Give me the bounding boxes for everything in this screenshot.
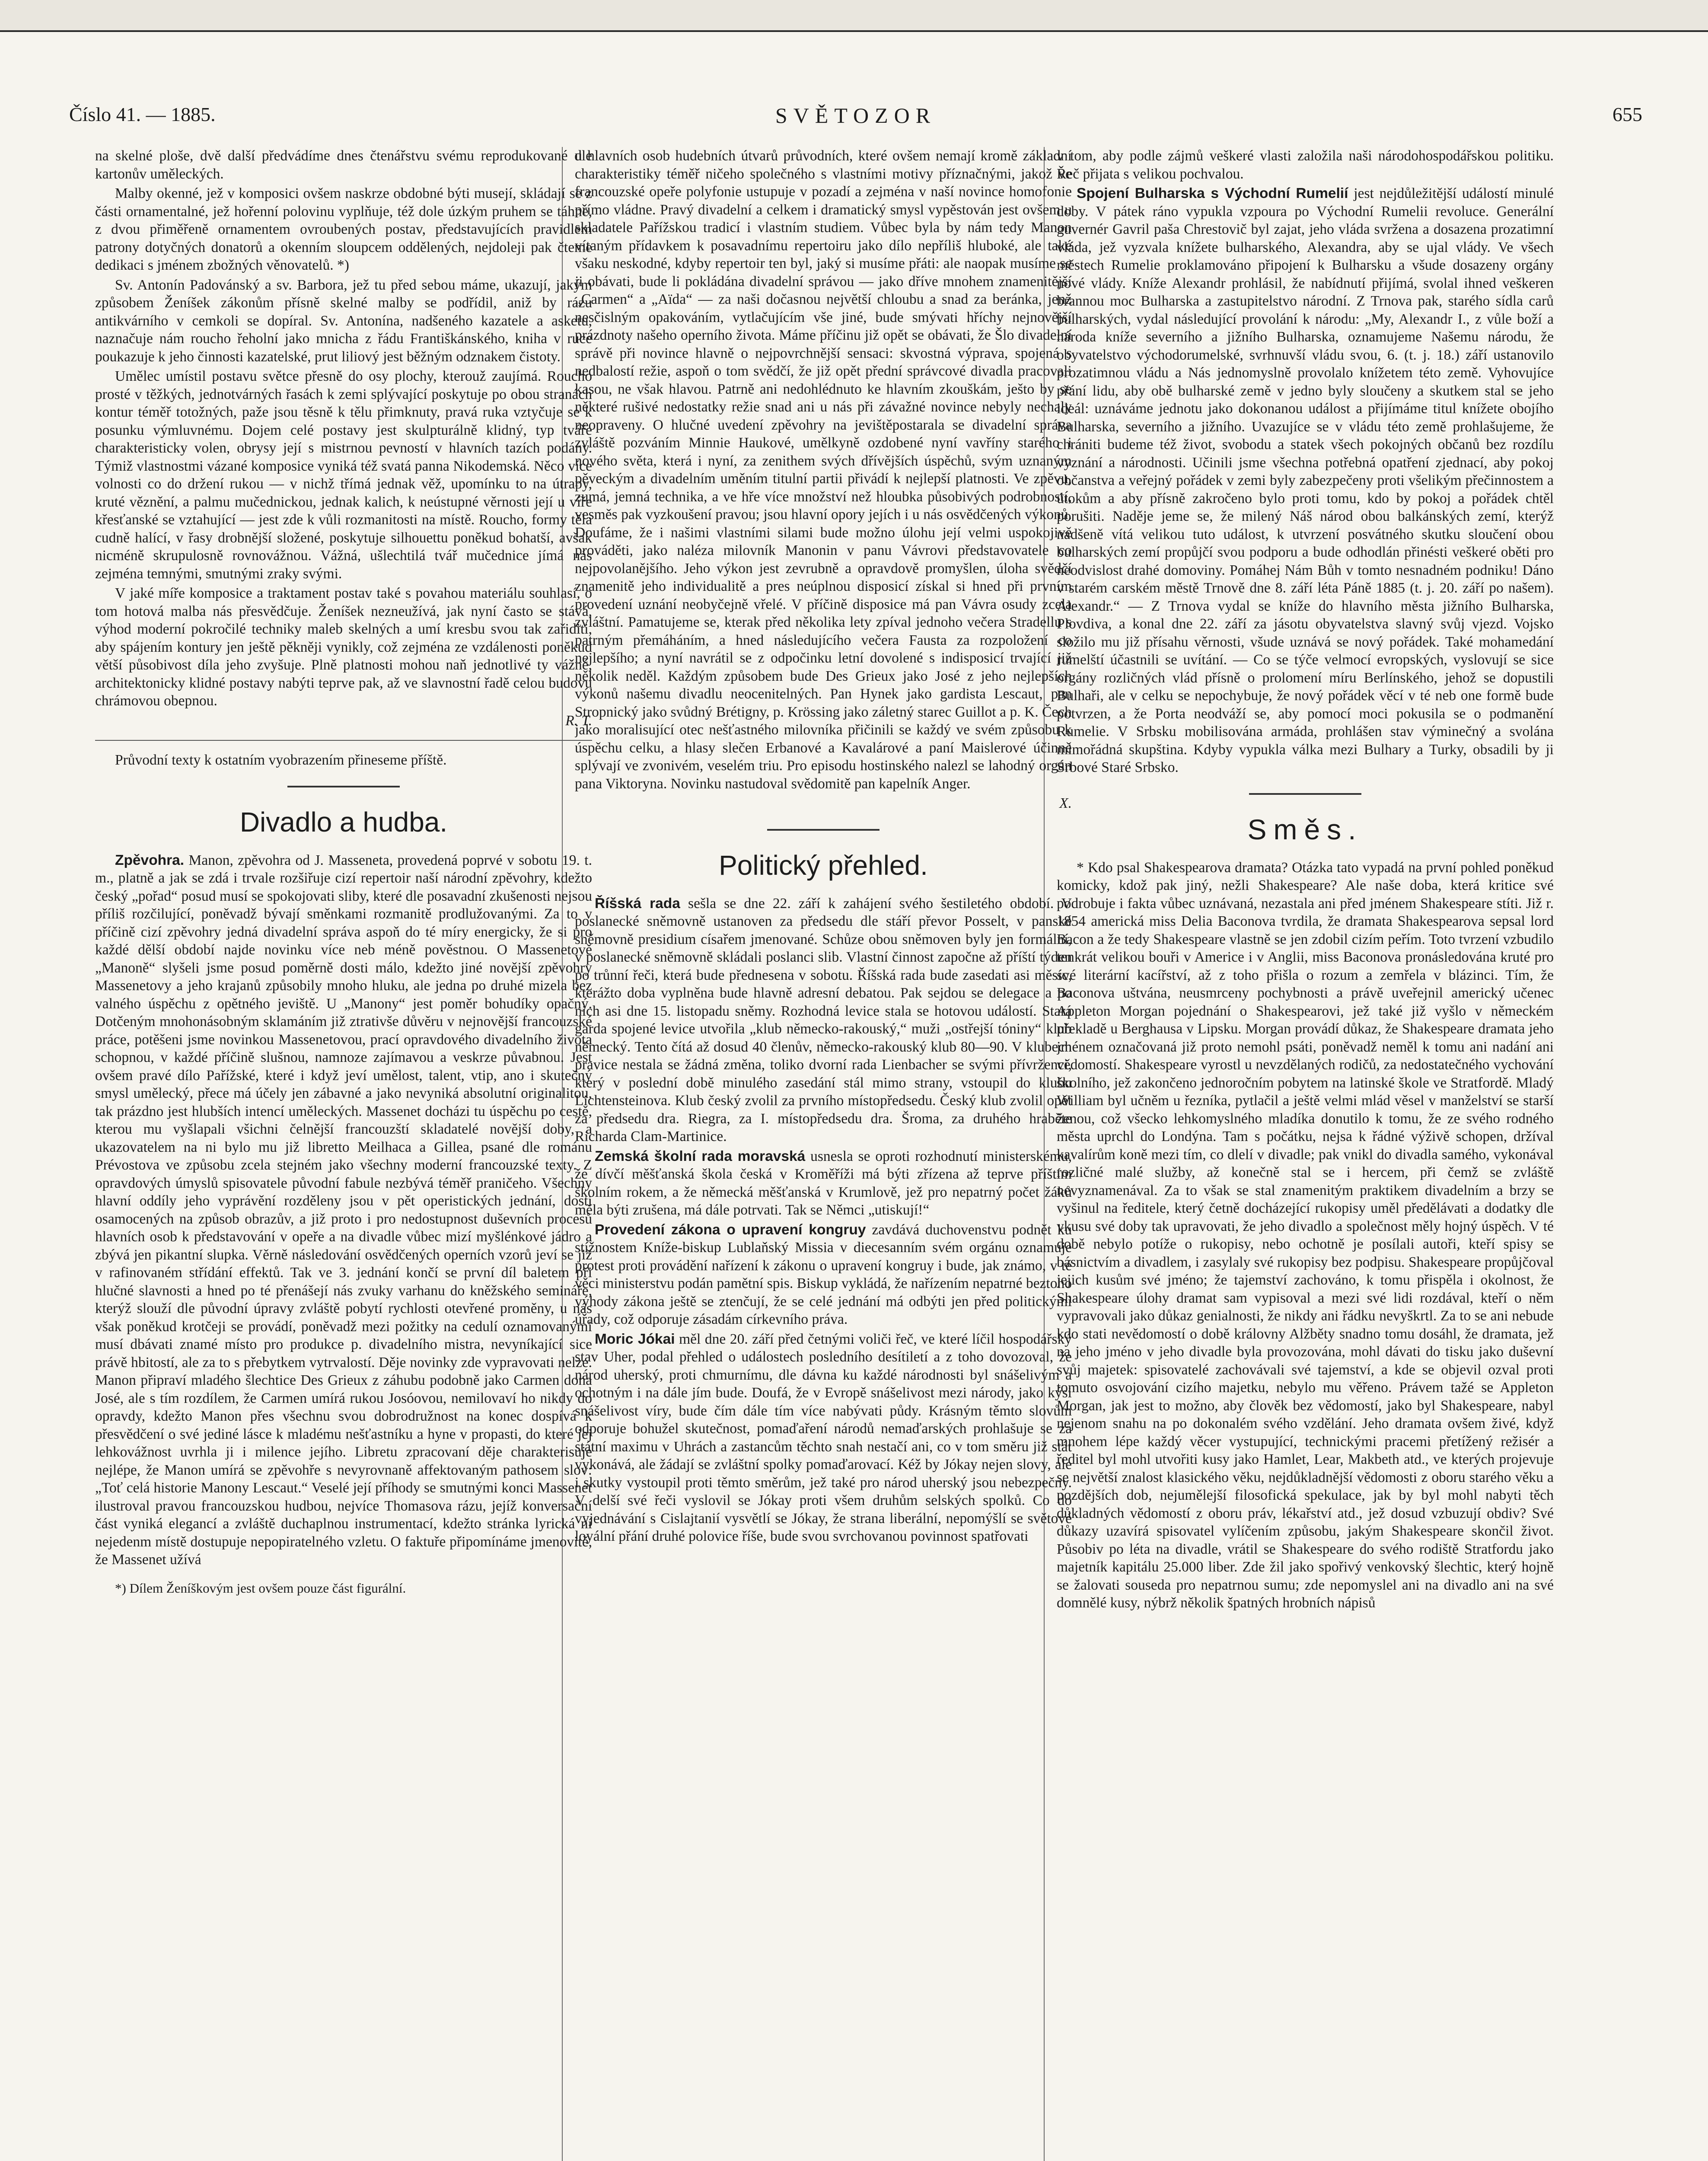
page-header xyxy=(69,103,1642,137)
column-1 xyxy=(95,147,592,2161)
lead-spojeni-bulharska: Spojení Bulharska s Východní Rumelií xyxy=(1077,185,1348,201)
lead-zemska-skolni-rada: Zemská školní rada moravská xyxy=(595,1148,806,1164)
author-signature: R. T. xyxy=(565,712,592,729)
column-3 xyxy=(1057,147,1554,2161)
article-paragraph: v tom, aby podle zájmů veškeré vlasti založila naši národohospodářskou politiku. Řeč přijata s velikou pochvalou. xyxy=(1057,148,1554,182)
article-text: usnesla se oproti rozhodnutí ministerskému, že dívčí měšťanská škola česká v Kroměříži má býti zřízena až teprve příštím školním rokem, a že německá měšťanská v Krumlově, jež pro nepatrný počet žáků měla býti zrušena, má dále potrvati. Tak se Němci „utiskují!“ xyxy=(575,1148,1072,1218)
article-paragraph: Sv. Antonín Padovánský a sv. Barbora, jež tu před sebou máme, ukazují, jakým způsobem Ženíšek zákonům přísně skelné malby se podřídil, aniž by rázu antikvárního v cemkoli se dopíral. Sv. Antonína, nadšeného kazatele a asketu, naznačuje nám roucho řeholní jako mnicha z řádu Františkánského, kniha v ruce poukazuje k jeho činnosti kazatelské, prut liliový jest běžným odznakem čistoty. xyxy=(95,277,592,365)
article-paragraph: * Kdo psal Shakespearova dramata? Otázka tato vypadá na první pohled poněkud komicky, kdož pak jiný, nežli Shakespeare? Ale naše doba, která kritice své podrobuje i fakta vůbec uznávaná, nezastala ani před jménem Shakespeare stíti. Již r. 1854 americká miss Delia Baconova tvrdila, že dramata Shakespearova sepsal lord Bacon a že tedy Shakespeare vlastně se jen zdobil cizím peřím. Toto tvrzení vzbudilo tenkrát velikou bouři v Americe i v Anglii, miss Baconova pronásledována kruté pro své literární kacířství, až z toho přišla o rozum a zemřela v blázinci. Tím, že Baconova uštvána, neusmrceny pochybnosti a právě uveřejnil americký učenec Appleton Morgan pojednání o Shakespearovi, jež také již vyšlo v německém překladě u Berghausa v Lipsku. Morgan provádí důkaz, že Shakespeare dramata jeho jménem označovaná již proto nemohl psáti, poněvadž neměl k tomu ani nadání ani vědomostí. Shakespeare vyrostl u nevzdělaných rodičů, za nedostatečného vychování školního, jež zakončeno jednoročním pobytem na latinské škole ve Stratfordě. Mladý William byl učněm u řezníka, pytlačil a ještě velmi mlád věsel v manželství se starší ženou, což všecko lehkomyslného mladíka donutilo k tomu, že ze svého rodného města uprchl do Londýna. Tam s počátku, nejsa k řádné výživě schopen, držíval kavalírům koně mezi tím, co dlelí v divadle; pak vnikl do divadla samého, vykonával rozličné malé služby, až konečně stal se i hercem, při čemž se zvláště nevyznamenával. Za to však se stal znamenitým praktikem divadelním a brzy se vyšinul na ředitele, který četně docházející rukopisy uměl předělávati a dodatky dle vkusu své doby tak upravovati, že jeho divadlo a společnost měly hojný úspěch. V té době nebylo potíže o rukopisy, nebo ochotně je posílali autoři, kteří spisy se básnictvím a divadlem, i zasylaly své rukopisy bez podpisu. Shakespeare propůjčoval jejich kusům své jméno; že tajemství zachováno, k tomu přispěla i okolnost, že Shakespeare úlohy dramat sam vypisoval a mezi své lidi rozdával, kteří o něm vypravovali jako důkaz genialnosti, že nikdy ani řádku nevyškrtl. Za to se ani nebude kdo stati nevědomostí o době královny Alžběty snadno tomu dosáhl, že dramata, jež na jeho jméno v jeho divadle byla provozována, mohl dávati do tisku jako duševní svůj majetek: spisovatelé zachovávali své tajemství, a kde se objevil ozval proti tomuto osvojování cizího majetku, nebylo mu věřeno. Právem tažé se Appleton Morgan, jak jest to možno, aby člověk bez vědomostí, jako byl Shakespeare, nabyl nejenom snahu na po dokonalém svého vzdělání. Jeho dramata ovšem živé, když mnohem lépe každý věcer vystupující, technickými pracemi přetížený režisér a ředitel byl mohl utvořiti kusy jako Hamlet, Lear, Makbeth atd., ve kterých projevuje se největší znalost klasického věku, nejdůkladnější vědomosti z oboru starého věku a pozdějších dob, nejumělejší filosofická spekulace, jak by byl mohl nabyti těch důkladných vědomostí z oboru práv, lékařství atd., jež dosud vzbuzují obdiv? Své důkazy uzavírá spisovatel vylíčením způsobu, jakým Shakespeare skončil život. Působiv po léta na divadle, vrátil se Shakespeare do svého rodiště Stratfordu jako majetník kapitálu 25.000 liber. Zde žil jako spořivý venkovský šlechtic, který hojně se žalovati souseda pro nepatrnou sumu; zde nepomyslel ani na divadlo ani na své domnělé kusy, nýbrž několik špatných hrobních nápisů xyxy=(1057,859,1554,1611)
article-text: sešla se dne 22. září k zahájení svého šestiletého období. V poslanecké sněmovně ustanoven za předsedu dle stáří převor Posselt, v panské sněmovně presidium císařem jmenované. Schůze obou sněmoven byly jen formální, v poslanecké sněmovně skládali poslanci slib. Vlastní činnost započne až příští týden po trůnní řeči, která bude přednesena v sobotu. Říšská rada bude zasedati asi měsíc, kterážto doba vyplněna bude hlavně adresní debatou. Pak sejdou se delegace a po nich asi dne 15. listopadu sněmy. Rozhodná levice stala se hotovou událostí. Stará garda spojené levice utvořila „klub německo-rakouský,“ muži „ostřejší tóniny“ klub německý. Tento čítá až dosud 40 členův, německo-rakouský klub 80—90. V klubech pravice nestala se žádná změna, toliko dvorní rada Lienbacher se svými přívrženci, který v poslední době minulého zasedání stál mimo strany, vstoupil do klubu Lichtensteinova. Klub český zvolil za prvního místopředsedu. Český klub zvolil opět za předsedu dra. Riegra, za I. místopředsedu dra. Šroma, za druhého hraběte Richarda Clam-Martinice. xyxy=(575,895,1072,1144)
article-text: zavdává duchovenstvu podnět ku stížnostem Kníže-biskup Lublaňský Missia v diecesanním svém orgánu oznamuje protest proti provádění nařízení k zákonu o upravení kongruy i bude, jak známo, v té věci ministerstvu podán pamětní spis. Biskup vykládá, že nařízením nepatrné beztoho výhody zákona ještě se ztenčují, že se celé jednání má odbýti jen před politickými úřady, což odporuje zásadám církevního práva. xyxy=(575,1221,1072,1327)
lead-provedeni-zakona: Provedení zákona o upravení kongruy xyxy=(595,1221,866,1238)
page-top-edge xyxy=(0,0,1708,32)
ornament-divider xyxy=(1249,793,1361,795)
article-paragraph: Průvodní texty k ostatním vyobrazením přineseme příště. xyxy=(115,752,447,768)
section-heading-politicky: Politický přehled. xyxy=(719,849,928,881)
section-heading-smes: Směs. xyxy=(1247,813,1363,845)
author-signature: X. xyxy=(1059,795,1072,811)
lead-zpevohra: Zpěvohra. xyxy=(115,852,185,868)
section-rule xyxy=(95,740,592,741)
ornament-divider xyxy=(767,829,879,831)
lead-moric-jokai: Moric Jókai xyxy=(595,1331,675,1347)
section-heading-divadlo: Divadlo a hudba. xyxy=(239,806,448,838)
issue-number: Číslo 41. — 1885. xyxy=(69,103,216,125)
article-text: jest nejdůležitější událostí minulé doby. V pátek ráno vypukla vzpoura po Východní Rumelii revoluce. Generální guvernér Gavril paša Chrestovič byl zajat, jeho vláda svržena a dosazena prozatimní vláda, jež vyzvala knížete bulharského, Alexandra, aby se ujal vlády. Ve všech městech Rumelie proklamováno připojení k Bulharsku a všude dosazeny orgány nové vlády. Kníže Alexandr prohlásil, že nabídnutí přijímá, svolal ihned veškeren brannou moc Bulharska a zastupitelstvo národní. Z Trnova pak, starého sídla carů bulharských, vydal následující provolání k národu: „My, Alexandr I., z vůle boží a národa kníže severního a jižního Bulharska, oznamujeme Našemu národu, že obyvatelstvo východorumelské, svrhnuvší vládu svou, 6. (t. j. 18.) září ustanovilo prozatimnou vládu a Nás jednomyslně provolalo knížetem této země. Vyhovujíce přání lidu, aby obě bulharské země v jedno byly sloučeny a skutkem stal se jeho ideál: uznáváme jednotu jako dokonanou událost a přijímáme titul knížete obojího Bulharska, severního a jižního. Uvazujíce se v vládu této země prohlašujeme, že chrániti budeme též život, svobodu a statek všech pokojných občanů bez rozdílu vyznání a národnosti. Učinili jsme všechna potřebná opatření zjednací, aby pokoj občanstva a veřejný pořádek v zemi byly zabezpečeny proti všelikým přečinnostem a útokům a aby přísně zakročeno bylo proti tomu, kdo by pokoj a pořádek chtěl porušiti. Naděje jeme se, že milený Náš národ obou balkánských zemí, kterýž nadšeně vítá velikou tuto událost, k utvrzení posvátného skutku sloučení obou bulharských zemí propůjčí svou podporu a bude odhodlán přinésti veškeré oběti pro neodvislost drahé domoviny. Pomáhej Nám Bůh v tomto nesnadném podniku! Dáno v starém carském městě Trnově dne 8. září léta Páně 1885 (t. j. 20. září po našem). Alexandr.“ — Z Trnova vydal se kníže do hlavního města jižního Bulharska, Plovdiva, a konal dne 22. září za jásotu obyvatelstva slavný svůj vjezd. Vojsko složilo mu již přísahu věrnosti, všude uznává se nový pořádek. Také mohamedání rumelští účastnili se uvítání. — Co se týče velmocí evropských, vyslovují se sice orgány rozličných vlád přísně o prolomení míru Berlínského, jehož se dopustili Bulhaři, ale v celku se nepochybuje, že nový pořádek věcí v té neb one formě bude potvrzen, a že Porta neodváží se, aby pomocí moci pokusila se o podmanění Rumelie. V Srbsku mobilisována armáda, prohlášen stav výminečný a svolána mimořádná skupština. Kdyby vypukla válka mezi Bulhary a Turky, obsadili by ji Srbové Staré Srbsko. xyxy=(1057,185,1554,775)
article-text: měl dne 20. září před četnými voliči řeč, ve které líčil hospodářský stav Uher, podal přehled o událostech posledního desítiletí a z toho dovozoval, že národ uherský, proti chmurnímu, dle dávna ku každé národnosti byl snášelivým a ochotným i na dále jím bude. Doufá, že v Evropě snášelivost mezi národy, jako kýsi snášelivost víry, bude čím dále tím více nabývati půdy. Krásným těmto slovům odporuje bohužel skutečnost, pomaďaření národů nemaďarských prohlašuje se za státní maximu v Uhrách a zastancům těchto snah nestačí ani, co v tom směru již stát vykonává, ale žádají se zvláštní spolky pomaďarovací. Kéž by Jókay nejen slovy, ale i skutky vystoupil proti těmto směrům, jež také pro národ uherský jsou nebezpečny. V delší své řeči vyslovil se Jókay proti všem druhům selských spolků. Co do vyjednávání s Cislajtanií vysvětlí se Jókay, že strana liberální, nepomýšlí se světové loyální přání druhé polovice říše, bude svou svrchovanou povinnost spatřovati xyxy=(575,1331,1072,1544)
lead-risska-rada: Říšská rada xyxy=(595,895,680,912)
article-paragraph: u hlavních osob hudebních útvarů průvodních, které ovšem nemají kromě základní charakteristiky téměř ničeho společného s vlastními motivy příznačnými, jakož ve francouzské opeře polyfonie ustupuje v pozadí a zejména v naší novince homofonie přímo vládne. Pravý divadelní a celkem i dramatický smysl vypěstován jest ovšem u skladatele Pařížskou tradicí i vlastním studiem. Vůbec byla by nám tedy Manon vítaným přídavkem k posavadnímu repertoiru jako dílo nepříliš hluboké, ale také všaku neskodné, kdyby repertoir ten byl, jaký si musíme přáti: ale naopak musíme se ji obávati, bude li pokládána divadelní správou — jako dříve mnohem znamenitější „Carmen“ a „Aïda“ — za naši dočasnou největší chloubu a snad za beránka, jenž nesčislným opakováním, vytlačujícím vše jiné, bude smývati hříchy nejnovější prázdnoty našeho operního života. Máme příčinu již opět se obávati, že Šlo divadelní správě při novince hlavně o nejpovrchnější sensaci: skvostná výprava, spojená s nedbalostí režie, aspoň o tom svědčí, že již opět přední správcové divadla pracovali kasou, ne však hlavou. Patrně ani nedohlédnuto ke hlavním zkouškám, ješto by se některé rušivé nedostatky režie snad ani u nás při závažné novince nebyly nechaly neopraveny. O hlučné uvedení zpěvohry na jevištěpostarala se divadelní správa zvláště pozváním Minnie Haukové, umělkyně ozdobené nyní vavříny starého i nového světa, která i nyní, za zenithem svých dřívějších úspěchů, svým uznaným pěveckým a divadelním uměním titulní partii přivádí k nejlepší platnosti. Ve zpěvu, zumá, jemná technika, a ve hře více množství než hloubka působivých podrobností, vesměs pak vyzkoušení pravou; jsou hlavní opory jejích i u nás osvědčených výkonů. Doufáme, že i našimi vlastními silami bude možno úlohu její velmi uspokojivě prováděti, jako naléza milovník Manonin v panu Vávrovi představovatele co nejpovolanějšího. Jeho výkon jest zevrubně a opravdově promyšlen, úloha svědčí znamenitě jeho individualitě a pres neúplnou disposicí získal si hned při prvním provedení uznání neobyčejně vřelé. V příčině disposice má pan Vávra osudy zcela zvláštní. Pamatujeme se, kterak před několika lety zpíval jednoho večera Stradellu s patrným přemáháním, a hned následujícího večera Fausta za rozpoložení co nejlepšího; a nyní navrátil se z odpočinku letní dovolené s indisposicí trvající již několik neděl. Každým způsobem bude Des Grieux jako José z jeho nejlepších výkonů našemu divadlu neocenitelných. Pan Hynek jako gardista Lescaut, pan Stropnický jako svůdný Brétigny, p. Krössing jako záletný starec Guillot a p. K. Čech jako moralisující otec nešťastného milovníka přičinili se každý ve svém způsobu k úspěchu celku, a hlasy slečen Erbanové a Kavalárové a paní Maislerové účinně splývají ve zvonivém, veselém triu. Pro episodu hostinského nalezl se lahodný orgán pana Viktoryna. Novinku nastudoval svědomitě pan kapelník Anger. xyxy=(575,148,1072,792)
footnote: *) Dílem Ženíškovým jest ovšem pouze část figurální. xyxy=(115,1580,406,1596)
ornament-divider xyxy=(287,786,400,787)
masthead-title: SVĚTOZOR xyxy=(775,103,937,127)
article-paragraph: na skelné ploše, dvě další předvádíme dnes čtenářstvu svému reprodukované dle kartonův uměleckých. xyxy=(95,148,592,182)
article-paragraph: Umělec umístil postavu světce přesně do osy plochy, kterouž zaujímá. Roucho prosté v těžkých, jednotvárných řasách k zemi splývající poskytuje po obou stranách kontur téměř totožných, paže jsou těsně k tělu přimknuty, pravá ruka vztyčuje se k posunku výmluvnému. Dojem celé postavy jest skulpturálně klidný, typ tváře charakteristicky volen, obrysy její s mistrnou pevností v hlavních tazích podány. Týmiž vlastnostmi vázané komposice vyniká též svatá panna Nikodemská. Něco více volnosti co do držení rukou — v nichž třímá jednak věž, upomínku to na útrapy, kruté věznění, a palmu mučednickou, jednak kalich, k neústupné věrnosti její u víře křesťanské se vztahující — jest zde k vůli rozmanitosti na místě. Roucho, formy těla cudně halící, v řasy drobnější složené, poskytuje silhouettu poněkud bohatší, avšak nicméně skrupulosně rovnovážnou. Vážná, ušlechtilá tvář mučednice jímá nás zejména temnými, smutnými zraky svými. xyxy=(95,368,592,582)
article-text: Manon, zpěvohra od J. Masseneta, provedená poprvé v sobotu 19. t. m., platně a jak se zdá i trvale rozšiřuje cizí repertoir naší národní zpěvohry, kdežto český „pořad“ posud musí se spokojovati sliby, které dle posavadní zkušenosti nejsou příliš rozčilující, poněvadž bývají směnkami rozmanitě prodlužovanými. Za to v příčině cizí zpěvohry jedná divadelní správa aspoň do té míry energicky, že si pro každé dělší období najde novinku více neb méně pověstnou. O Massenetově „Manoně“ slyšeli jsme posud poměrně dosti málo, kdežto jiné novější zpěvohry Massenetovy a jeho krajanů způsobily mnoho hluku, ale jedna po druhé mizela bez valného úspěchu z opětného jeviště. U „Manony“ jest poměr bohudíky opačný. Dotčeným mnohonásobným sklamáním již ztrativše důvěru v nejnovější francouzské práce, potěšeni jsme novinkou Massenetovou, prací opravdového divadelního života schopnou, v každé příčině slušnou, namnoze zajímavou a veskrze půvabnou. Jest ovšem pravé dílo Pařížské, které i když jeví umělost, talent, vtip, ano i skutečný smysl umělecký, přece má účely jen zábavné a jako nevyniká absolutní originalitou, tak prázdno jest hlubších intencí uměleckých. Massenet docházi tu úspěchu po cestě, kterou mu vyšlapali všichni čelnější francouzští skladatelé novější doby, a ukazovatelem na ni bylo mu již libretto Meilhaca a Gillea, psané dle románu Prévostova ve způsobu zcela stejném jako všechny moderní francouzské texty. Z opravdových úmyslů spisovatele původní fabule nezbývá téměř praničeho. Všechny hlavní oddíly jeho vyprávění rozděleny jsou v pět operistických jednání, dosti osamocených na způsob obrazův, a již proto i pro nedostupnost duševních procesů hlavních osob k představování v opeře a na divadle vůbec mizí myšlénkové jádro a zbývá jen pikantní slupka. Věrně následování osvědčených operních vzorů jeví se již v rafinovaném střídání effektů. Tak ve 3. jednání končí se první díl baletem při hlučné slavnosti a hned po té přenášejí nás zvuky varhanu do kněžského semináře, kterýž slouží dle původní úpravy zvláště pobytí rychlosti otevřené proměny, u nás však poněkud krotčeji se provádí, poněvadž mezi požitky na cedulí oznamovanými musí dbávati znamé místo pro produkce p. divadelního mistra, nevyníkající sice právě hbitostí, ale za to s přebytkem vytrvalostí. Děje novinky zde vypravovati nelze. Manon připraví mladého šlechtice Des Grieux z záhubu podobně jako Carmen dona José, ale s tím rozdílem, že Carmen umírá rukou Josóovou, nemilovaví ho nikdy do opravdy, kdežto Manon přes všechnu svou dobrodružnost na konec dospívá k přesvědčení o své jediné lásce k mladému nešťastníku a hyne v propasti, do které jej lehkovážnost uvrhla ji i milence jejího. Libretu zpracovaní děje charakterisuje nejlépe, že Manon umírá se zpěvohře s nevyrovnaně affektovaným pathosem slov: „Toť celá historie Manony Lescaut.“ Veselé její příhody se smutnými konci Massenet ilustroval pravou francouzskou hudbou, nejvíce Thomasova rázu, jejíž konversační část vyniká elegancí a zvláště duchaplnou instrumentací, kdežto stránka lyrická ní nejedenm místě dostupuje nepopiratelného vzletu. O faktuře připomínáme jmenovitě, že Massenet užívá xyxy=(95,852,592,1568)
article-paragraph: Malby okenné, jež v komposici ovšem naskrze obdobné býti musejí, skládají se z části ornamentalné, jež hořenní polovinu vyplňuje, též dole úzkým pruhem se táhne, z dvou přiměřeně ornamentem ovroubených postav, představujících pravidlem patrony dotyčných donatorů a okenním sloupcem oddělených, nejdoleji pak čteme dedikaci s jménem zbožných věnovatelů. *) xyxy=(95,185,592,273)
page-number: 655 xyxy=(1612,103,1642,125)
column-2 xyxy=(575,147,1072,2161)
article-paragraph: V jaké míře komposice a traktament postav také s povahou materiálu souhlasí, o tom hotová malba nás přesvědčuje. Ženíšek nezneužívá, jak nyní často se stává, výhod moderní pokročilé techniky maleb skelných a umí kresbu svou tak zařiditi, aby spájením kontury jen ještě pěkněji vynikly, což zejména ze vzdálenosti poněkud větší působivost díla jeho zvyšuje. Plně platnosti mohou naň jednotlivé ty vážné, architektonicky klidné postavy nabýti teprve pak, až ve slavnostní řadě celou budovu chrámovou obepnou. xyxy=(95,585,592,709)
